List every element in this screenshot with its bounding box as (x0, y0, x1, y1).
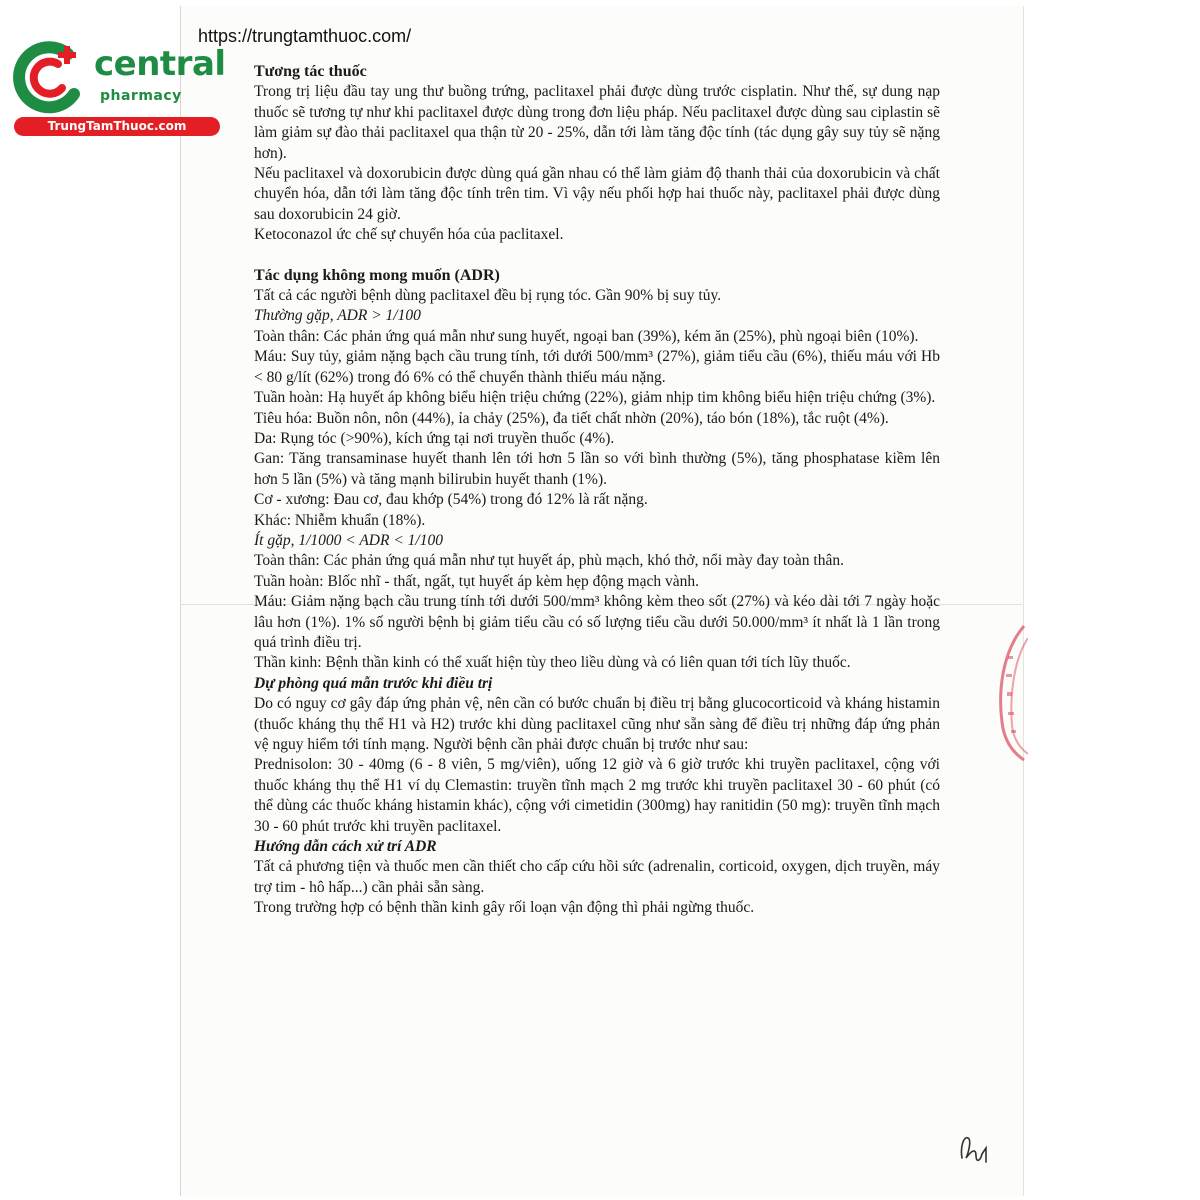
list-item: Khác: Nhiễm khuẩn (18%). (254, 511, 426, 529)
paragraph: Trong trường hợp có bệnh thần kinh gây rối loạn vận động thì phải ngừng thuốc. (254, 899, 755, 917)
list-item: Thần kinh: Bệnh thần kinh có thể xuất hiện tùy theo liều dùng và có liên quan tới tích lũy thuốc. (254, 654, 851, 672)
list-item: Tiêu hóa: Buồn nôn, nôn (44%), ỉa chảy (25%), đa tiết chất nhờn (20%), táo bón (18%), tắc ruột (4%). (254, 409, 889, 427)
list-item: Toàn thân: Các phản ứng quá mẫn như sung huyết, ngoại ban (39%), kém ăn (25%), phù ngoại biên (10%). (254, 327, 919, 345)
paragraph: Tất cả các người bệnh dùng paclitaxel đều bị rụng tóc. Gần 90% bị suy tủy. (254, 287, 722, 305)
list-item: Máu: Giảm nặng bạch cầu trung tính tới dưới 500/mm³ không kèm theo sốt (27%) và kéo dài tới 7 ngày hoặc lâu hơn (1%). 1% số người bệnh bị giảm tiểu cầu có số lượng tiểu cầu dưới 50.000/mm³ ít nhất là 1 lần trong quá trình điều trị. (254, 593, 940, 651)
subsection-title-uncommon: Ít gặp, 1/1000 < ADR < 1/100 (254, 531, 443, 549)
list-item: Tuần hoàn: Blốc nhĩ - thất, ngất, tụt huyết áp kèm hẹp động mạch vành. (254, 572, 699, 590)
list-item: Gan: Tăng transaminase huyết thanh lên tới hơn 5 lần so với bình thường (5%), tăng phosphatase kiềm lên hơn 5 lần (5%) và tăng mạnh bilirubin huyết thanh (1%). (254, 450, 940, 488)
section-title-interactions: Tương tác thuốc (254, 63, 367, 80)
paragraph: Trong trị liệu đầu tay ung thư buồng trứng, paclitaxel phải được dùng trước cisplatin. Như thế, sự dung nạp thuốc sẽ tương tự như khi paclitaxel được dùng trong đơn liệu pháp. Nếu paclitaxel được dùng sau ciplastin sẽ làm giảm sự đào thải paclitaxel qua thận từ 20 - 25%, dẫn tới làm tăng độc tính (tác dụng gây suy tủy sẽ nặng hơn). (254, 83, 940, 162)
paragraph: Nếu paclitaxel và doxorubicin được dùng quá gần nhau có thể làm giảm độ thanh thải của doxorubicin và chất chuyển hóa, dẫn tới làm tăng độc tính trên tim. Vì vậy nếu phối hợp hai thuốc này, paclitaxel phải được dùng sau doxorubicin 24 giờ. (254, 165, 940, 223)
source-url[interactable]: https://trungtamthuoc.com/ (198, 26, 412, 46)
document-body (254, 62, 940, 919)
list-item: Cơ - xương: Đau cơ, đau khớp (54%) trong đó 12% là rất nặng. (254, 491, 648, 509)
section-title-adr: Tác dụng không mong muốn (ADR) (254, 266, 500, 284)
red-stamp-edge (994, 622, 1028, 762)
paragraph: Prednisolon: 30 - 40mg (6 - 8 viên, 5 mg/viên), uống 12 giờ và 6 giờ trước khi truyền paclitaxel, cộng với thuốc kháng thụ thể H1 ví dụ Clemastin: truyền tĩnh mạch 2 mg trước khi truyền paclitaxel 30 - 60 phút (có thể dùng các thuốc kháng histamin khác), cộng với cimetidin (300mg) hay ranitidin (50 mg): truyền tĩnh mạch 30 - 60 phút trước khi truyền paclitaxel. (254, 756, 940, 835)
logo-wordmark: central (94, 44, 226, 84)
list-item: Da: Rụng tóc (>90%), kích ứng tại nơi truyền thuốc (4%). (254, 429, 615, 447)
handwritten-initials (958, 1128, 994, 1168)
paragraph: Ketoconazol ức chế sự chuyển hóa của paclitaxel. (254, 226, 564, 244)
subsection-title-common: Thường gặp, ADR > 1/100 (254, 307, 421, 325)
section-title-adr-management: Hướng dẫn cách xử trí ADR (254, 838, 437, 856)
logo-subtitle: pharmacy (100, 88, 182, 104)
list-item: Toàn thân: Các phản ứng quá mẫn như tụt huyết áp, phù mạch, khó thở, nổi mày đay toàn thân. (254, 552, 844, 570)
logo-banner: TrungTamThuoc.com (14, 117, 220, 136)
list-item: Máu: Suy tủy, giảm nặng bạch cầu trung tính, tới dưới 500/mm³ (27%), giảm tiểu cầu (6%), thiếu máu với Hb < 80 g/lít (62%) trong đó 6% có thể chuyển thành thiếu máu nặng. (254, 348, 940, 386)
paragraph: Do có nguy cơ gây đáp ứng phản vệ, nên cần có bước chuẩn bị điều trị bằng glucocorticoid và kháng histamin (thuốc kháng thụ thể H1 và H2) trước khi dùng paclitaxel cũng như sẵn sàng để điều trị những đáp ứng phản vệ nguy hiểm tới tính mạng. Người bệnh cần phải được chuẩn bị trước như sau: (254, 695, 940, 753)
list-item: Tuần hoàn: Hạ huyết áp không biểu hiện triệu chứng (22%), giảm nhịp tim không biểu hiện triệu chứng (3%). (254, 389, 936, 407)
central-pharmacy-logo[interactable] (10, 38, 226, 138)
section-title-prevention: Dự phòng quá mẫn trước khi điều trị (254, 674, 493, 692)
pharmacy-cross-icon (10, 38, 90, 118)
paragraph: Tất cả phương tiện và thuốc men cần thiết cho cấp cứu hồi sức (adrenalin, corticoid, oxygen, dịch truyền, máy trợ tim - hô hấp...) cần phải sẵn sàng. (254, 858, 940, 896)
